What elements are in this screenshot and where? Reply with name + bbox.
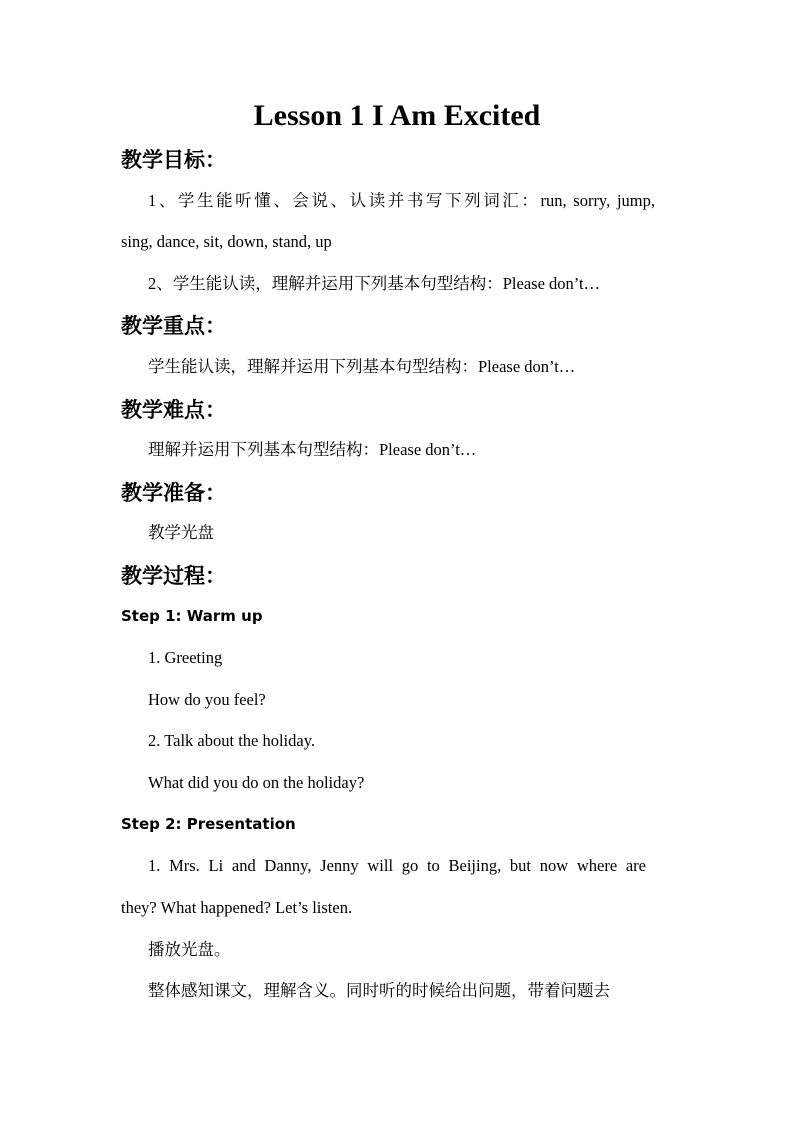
key-points-heading: 教学重点： bbox=[121, 313, 226, 338]
process-heading: 教学过程： bbox=[121, 563, 226, 588]
difficulties-heading: 教学难点： bbox=[121, 397, 226, 422]
preparation-heading: 教学准备： bbox=[121, 480, 226, 505]
objectives-heading: 教学目标： bbox=[121, 147, 226, 172]
objective-item-1-line-1: 1、学生能听懂、会说、认读并书写下列词汇：run, sorry, jump, bbox=[148, 191, 655, 210]
step-1-title: Step 1: Warm up bbox=[121, 607, 263, 625]
step-1-line: How do you feel? bbox=[148, 690, 266, 709]
step-1-line: 1. Greeting bbox=[148, 648, 223, 667]
step-2-line-2: they? What happened? Let’s listen. bbox=[121, 898, 353, 917]
step-2-title: Step 2: Presentation bbox=[121, 815, 296, 833]
key-points-text: 学生能认读，理解并运用下列基本句型结构：Please don’t… bbox=[148, 357, 576, 376]
step-1-line: 2. Talk about the holiday. bbox=[148, 731, 316, 750]
step-2-line-4: 整体感知课文，理解含义。同时听的时候给出问题，带着问题去 bbox=[148, 981, 610, 1000]
lesson-title: Lesson 1 I Am Excited bbox=[253, 99, 541, 132]
preparation-text: 教学光盘 bbox=[148, 523, 214, 542]
step-2-line-1: 1. Mrs. Li and Danny, Jenny will go to Beijing, but now where are bbox=[148, 856, 646, 875]
objective-item-1-line-2: sing, dance, sit, down, stand, up bbox=[121, 232, 332, 251]
step-1-line: What did you do on the holiday? bbox=[148, 773, 365, 792]
objective-item-2: 2、学生能认读，理解并运用下列基本句型结构：Please don’t… bbox=[148, 274, 601, 293]
difficulties-text: 理解并运用下列基本句型结构：Please don’t… bbox=[148, 440, 477, 459]
step-2-line-3: 播放光盘。 bbox=[148, 940, 231, 959]
